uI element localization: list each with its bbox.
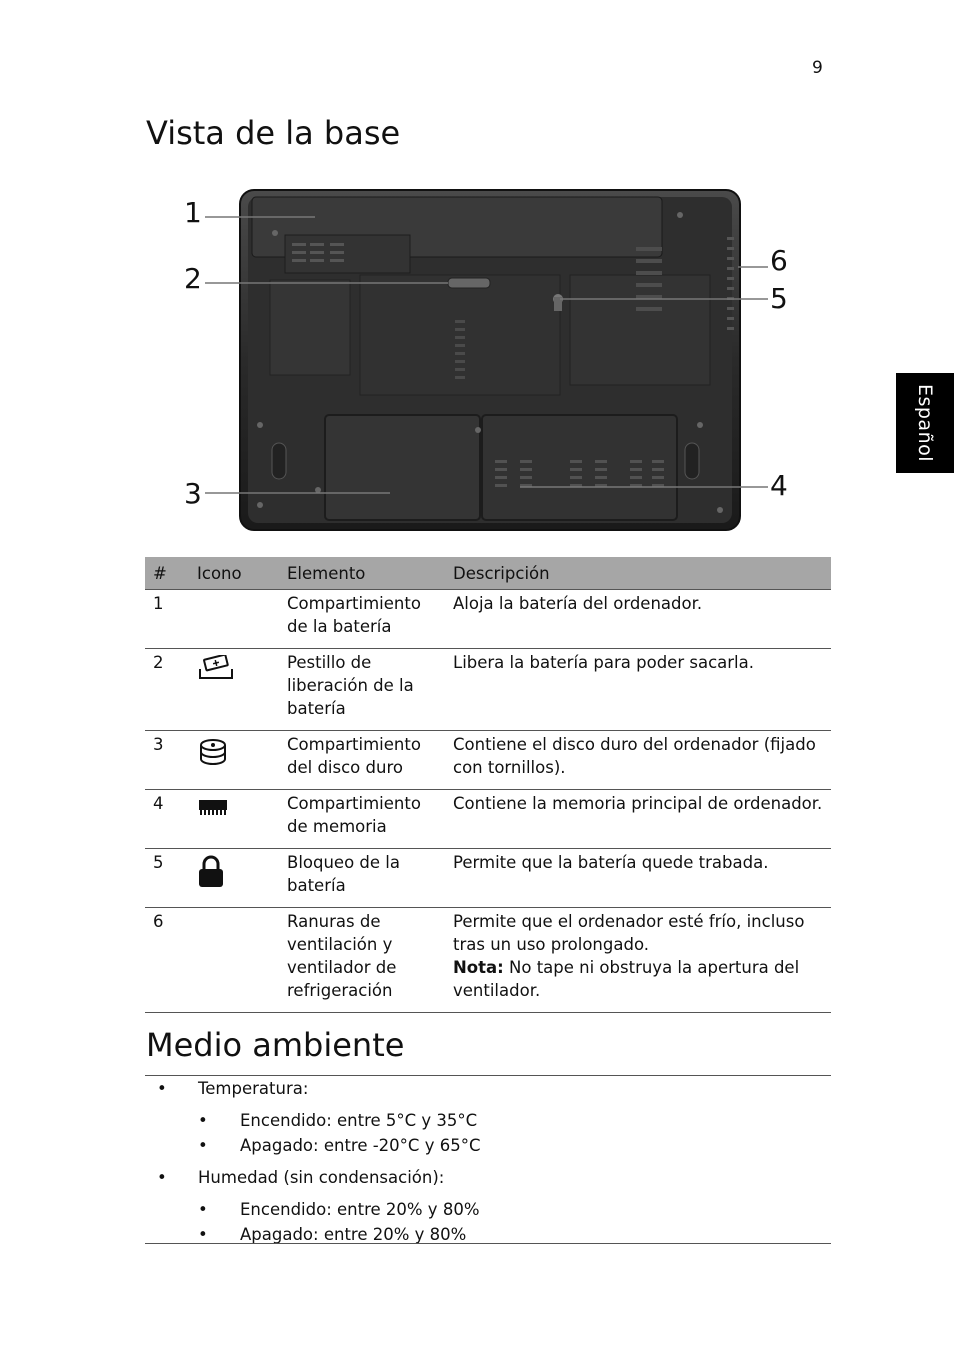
row-element: Compartimiento de memoria bbox=[279, 790, 445, 849]
list-item bbox=[145, 1077, 480, 1158]
row-icon-cell bbox=[189, 790, 279, 849]
callout-6: 6 bbox=[770, 244, 788, 277]
row-num: 2 bbox=[145, 649, 189, 731]
sub-list bbox=[198, 1197, 480, 1247]
callout-5: 5 bbox=[770, 282, 788, 315]
row-element: Bloqueo de la batería bbox=[279, 849, 445, 908]
memory-icon bbox=[197, 796, 229, 818]
environment-list bbox=[145, 1077, 480, 1255]
page-title: Vista de la base bbox=[146, 114, 401, 152]
row-num: 4 bbox=[145, 790, 189, 849]
row-icon-cell bbox=[189, 590, 279, 649]
row-icon-cell bbox=[189, 731, 279, 790]
hard-disk-icon bbox=[197, 737, 229, 767]
table-row bbox=[145, 790, 831, 849]
row-icon-cell bbox=[189, 849, 279, 908]
list-item: • Encendido: entre 20% y 80% bbox=[198, 1197, 480, 1222]
row-description-cell bbox=[445, 908, 831, 1013]
callout-1: 1 bbox=[184, 196, 202, 229]
row-element: Compartimiento de la batería bbox=[279, 590, 445, 649]
list-item: • Apagado: entre -20°C y 65°C bbox=[198, 1133, 480, 1158]
list-item: • Encendido: entre 5°C y 35°C bbox=[198, 1108, 480, 1133]
row-description: Libera la batería para poder sacarla. bbox=[445, 649, 831, 731]
row-note bbox=[453, 956, 831, 1002]
callout-2: 2 bbox=[184, 262, 202, 295]
language-tab bbox=[896, 373, 954, 473]
environment-title: Medio ambiente bbox=[146, 1026, 405, 1064]
table-row bbox=[145, 590, 831, 649]
row-num: 6 bbox=[145, 908, 189, 1013]
row-num: 1 bbox=[145, 590, 189, 649]
row-description: Aloja la batería del ordenador. bbox=[445, 590, 831, 649]
row-icon-cell bbox=[189, 649, 279, 731]
components-table bbox=[145, 557, 831, 1013]
header-num: # bbox=[145, 557, 189, 590]
callout-4: 4 bbox=[770, 469, 788, 502]
laptop-base-illustration bbox=[160, 175, 840, 540]
row-description: Contiene la memoria principal de ordenador. bbox=[445, 790, 831, 849]
list-item: • Apagado: entre 20% y 80% bbox=[198, 1222, 480, 1247]
row-num: 3 bbox=[145, 731, 189, 790]
row-element: Ranuras de ventilación y ventilador de refrigeración bbox=[279, 908, 445, 1013]
header-element: Elemento bbox=[279, 557, 445, 590]
header-icon: Icono bbox=[189, 557, 279, 590]
lock-icon bbox=[197, 855, 225, 889]
row-element: Compartimiento del disco duro bbox=[279, 731, 445, 790]
language-tab-label: Español bbox=[914, 383, 936, 463]
row-description: Contiene el disco duro del ordenador (fijado con tornillos). bbox=[445, 731, 831, 790]
header-description: Descripción bbox=[445, 557, 831, 590]
divider bbox=[145, 1243, 831, 1244]
note-label: Nota: bbox=[453, 958, 504, 977]
table-row bbox=[145, 849, 831, 908]
row-element: Pestillo de liberación de la batería bbox=[279, 649, 445, 731]
list-item-label: Humedad (sin condensación): bbox=[198, 1168, 445, 1187]
page-number: 9 bbox=[812, 58, 823, 78]
list-item bbox=[145, 1166, 480, 1247]
table-header-row bbox=[145, 557, 831, 590]
divider bbox=[145, 1075, 831, 1076]
callout-3: 3 bbox=[184, 477, 202, 510]
sub-list bbox=[198, 1108, 480, 1158]
note-text: No tape ni obstruya la apertura del ventilador. bbox=[453, 958, 800, 1000]
row-description: Permite que la batería quede trabada. bbox=[445, 849, 831, 908]
battery-release-icon bbox=[197, 655, 237, 683]
table-row bbox=[145, 731, 831, 790]
row-num: 5 bbox=[145, 849, 189, 908]
table-row bbox=[145, 908, 831, 1013]
row-icon-cell bbox=[189, 908, 279, 1013]
table-row bbox=[145, 649, 831, 731]
row-description: Permite que el ordenador esté frío, incluso tras un uso prolongado. bbox=[453, 912, 805, 954]
list-item-label: Temperatura: bbox=[198, 1079, 309, 1098]
